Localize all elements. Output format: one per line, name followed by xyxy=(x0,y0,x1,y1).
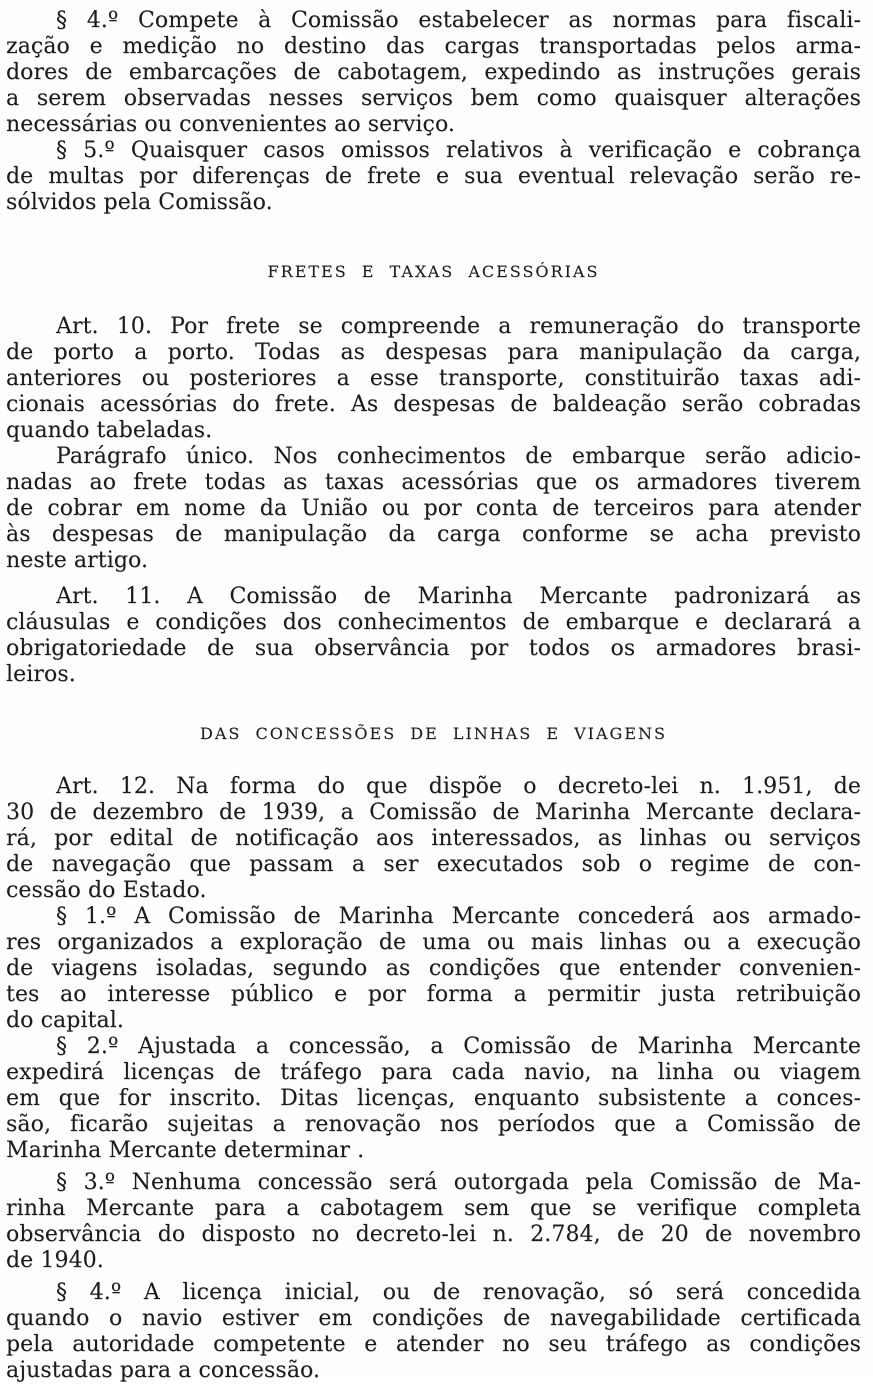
para-art12-sec1 xyxy=(6,904,861,1034)
text-line: Art. 11. A Comissão de Marinha Mercante padronizará as xyxy=(56,584,861,609)
text-line: § 4.º A licença inicial, ou de renovação, só será concedida xyxy=(56,1280,861,1305)
text-line: de multas por diferenças de frete e sua eventual relevação serão re- xyxy=(6,164,861,189)
text-line: rinha Mercante para a cabotagem sem que se verifique completa xyxy=(6,1196,861,1221)
text-line: dores de embarcações de cabotagem, expedindo as instruções gerais xyxy=(6,60,861,85)
text-line: observância do disposto no decreto-lei n. 2.784, de 20 de novembro xyxy=(6,1222,861,1247)
text-line: de viagens isoladas, segundo as condições que entender convenien- xyxy=(6,956,861,981)
section-heading-concessoes-linhas: DAS CONCESSÕES DE LINHAS E VIAGENS xyxy=(200,724,667,743)
text-line: neste artigo. xyxy=(6,548,149,573)
text-line: rá, por edital de notificação aos interessados, as linhas ou serviços xyxy=(6,826,861,851)
text-line: leiros. xyxy=(6,662,76,687)
text-line: pela autoridade competente e atender no seu tráfego as condições xyxy=(6,1332,861,1357)
text-line: Marinha Mercante determinar . xyxy=(6,1138,365,1163)
text-line: necessárias ou convenientes ao serviço. xyxy=(6,112,456,137)
text-line: anteriores ou posteriores a esse transporte, constituirão taxas adi- xyxy=(6,366,861,391)
text-line: § 5.º Quaisquer casos omissos relativos à verificação e cobrança xyxy=(56,138,861,163)
text-line: quando tabeladas. xyxy=(6,418,213,443)
text-line: § 3.º Nenhuma concessão será outorgada pela Comissão de Ma- xyxy=(56,1170,861,1195)
section-heading-fretes-taxas: FRETES E TAXAS ACESSÓRIAS xyxy=(267,262,600,281)
para-sec5-casos-omissos xyxy=(6,138,861,216)
para-art12-sec3 xyxy=(6,1170,861,1274)
text-line: Parágrafo único. Nos conhecimentos de embarque serão adicio- xyxy=(56,444,861,469)
text-line: Art. 10. Por frete se compreende a remuneração do transporte xyxy=(56,314,861,339)
text-line: do capital. xyxy=(6,1008,124,1033)
para-art10-frete xyxy=(6,314,861,444)
text-line: zação e medição no destino das cargas transportadas pelos arma- xyxy=(6,34,861,59)
text-line: de porto a porto. Todas as despesas para manipulação da carga, xyxy=(6,340,861,365)
text-line: cionais acessórias do frete. As despesas de baldeação serão cobradas xyxy=(6,392,861,417)
text-line: sólvidos pela Comissão. xyxy=(6,190,273,215)
text-line: nadas ao frete todas as taxas acessórias que os armadores tiverem xyxy=(6,470,861,495)
text-line: § 4.º Compete à Comissão estabelecer as normas para fiscali- xyxy=(56,8,861,33)
text-line: ajustadas para a concessão. xyxy=(6,1358,321,1383)
text-line: cláusulas e condições dos conhecimentos de embarque e declarará a xyxy=(6,610,861,635)
text-line: quando o navio estiver em condições de navegabilidade certificada xyxy=(6,1306,861,1331)
text-line: a serem observadas nesses serviços bem como quaisquer alterações xyxy=(6,86,861,111)
text-line: em que for inscrito. Ditas licenças, enquanto subsistente a conces- xyxy=(6,1086,861,1111)
text-line: obrigatoriedade de sua observância por todos os armadores brasi- xyxy=(6,636,861,661)
para-art11-padronizacao xyxy=(6,584,861,688)
para-art12-concessao xyxy=(6,774,861,904)
text-line: às despesas de manipulação da carga conforme se acha previsto xyxy=(6,522,861,547)
para-art12-sec2 xyxy=(6,1034,861,1164)
text-line: cessão do Estado. xyxy=(6,878,207,903)
para-sec4-fiscalizacao xyxy=(6,8,861,138)
para-paragrafo-unico xyxy=(6,444,861,574)
text-line: 30 de dezembro de 1939, a Comissão de Marinha Mercante declara- xyxy=(6,800,861,825)
text-line: de 1940. xyxy=(6,1248,104,1273)
text-line: § 2.º Ajustada a concessão, a Comissão de Marinha Mercante xyxy=(56,1034,861,1059)
text-line: res organizados a exploração de uma ou mais linhas ou a execução xyxy=(6,930,861,955)
text-line: expedirá licenças de tráfego para cada navio, na linha ou viagem xyxy=(6,1060,861,1085)
text-line: § 1.º A Comissão de Marinha Mercante concederá aos armado- xyxy=(56,904,861,929)
text-line: são, ficarão sujeitas a renovação nos períodos que a Comissão de xyxy=(6,1112,861,1137)
text-line: tes ao interesse público e por forma a permitir justa retribuição xyxy=(6,982,861,1007)
text-line: Art. 12. Na forma do que dispõe o decreto-lei n. 1.951, de xyxy=(56,774,861,799)
para-art12-sec4 xyxy=(6,1280,861,1384)
text-line: de cobrar em nome da União ou por conta de terceiros para atender xyxy=(6,496,861,521)
text-line: de navegação que passam a ser executados sob o regime de con- xyxy=(6,852,861,877)
